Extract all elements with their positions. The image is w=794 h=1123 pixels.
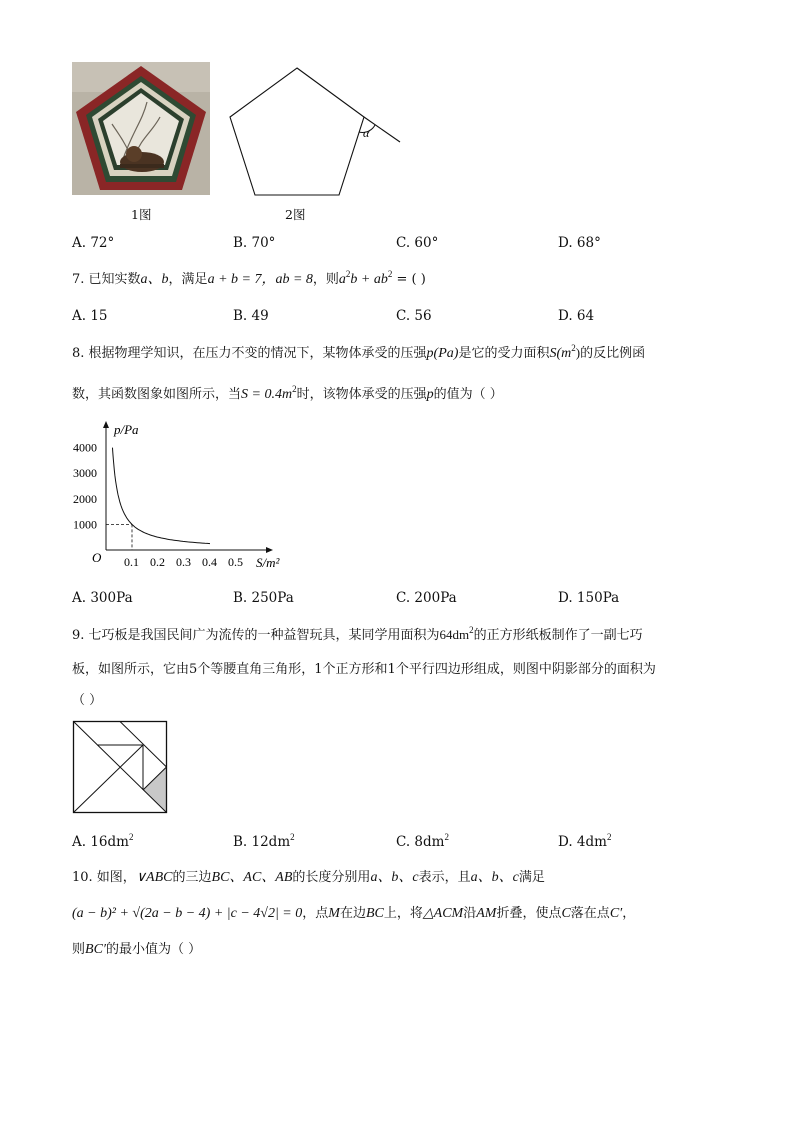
y-tick-label: 2000	[73, 491, 97, 506]
q10-line2-d: 沿	[463, 906, 477, 921]
q10-line2-f: 落在点	[570, 906, 610, 921]
q8-line1-b: 是它的受力面积	[458, 346, 550, 361]
q9-line2: 板，如图所示，它由5个等腰直角三角形，1个正方形和1个平行四边形组成，则图中阴影部分的面积为	[72, 662, 656, 677]
q7-expr-b: b + ab	[350, 272, 388, 287]
x-axis-label: S/m²	[256, 555, 280, 570]
q7-option-c: C. 56	[396, 308, 432, 324]
q8-p-pa: p(Pa)	[426, 346, 459, 361]
q8-option-d: D. 150Pa	[558, 590, 620, 606]
q9-line1-a: 9. 七巧板是我国民间广为流传的一种益智玩具，某同学用面积为	[72, 628, 440, 643]
y-axis-label: p/Pa	[114, 422, 139, 437]
q8-s-m2: S(m	[549, 346, 572, 361]
q7-blank: = ( )	[396, 272, 426, 287]
q8-option-a: A. 300Pa	[72, 590, 133, 606]
q8-line2-c: 的值为（ ）	[433, 387, 503, 402]
q7-then: ，则	[312, 272, 339, 287]
q7-stem: 7. 已知实数a、b，满足a + b = 7，ab = 8，则$a^2b + ab^2$ = ( )	[72, 269, 426, 287]
x-tick-label: 0.4	[202, 555, 217, 569]
q7-option-a: A. 15	[72, 308, 108, 324]
y-tick-label: 3000	[73, 466, 97, 481]
pentagon-figure	[222, 60, 412, 200]
q9-line1: 9. 七巧板是我国民间广为流传的一种益智玩具，某同学用面积为$64dm^2$的正方形纸板制作了一副七巧	[72, 625, 643, 643]
q8-line2-b: 时，该物体承受的压强	[296, 387, 427, 402]
q10-line2-g: ，	[622, 906, 636, 921]
origin-label: O	[92, 550, 102, 565]
q9-area: 64dm	[439, 627, 470, 642]
y-tick-label: 4000	[73, 440, 97, 455]
q10-line1-b: 的三边	[172, 870, 212, 885]
q9-option-d-text: D. 4dm	[558, 834, 607, 850]
q7-vars: a、b	[140, 272, 169, 287]
q6-option-b: B. 70°	[233, 235, 276, 251]
q10-line1	[72, 870, 545, 886]
y-axis-arrow	[103, 421, 109, 428]
q8-line1-a: 8. 根据物理学知识，在压力不变的情况下，某物体承受的压强	[72, 346, 427, 361]
q8-line2: 数，其函数图象如图所示，当$S = 0.4m^2$时，该物体承受的压强p的值为（ ）	[72, 384, 503, 402]
q10-line2-e: 折叠，使点	[496, 906, 562, 921]
q9-option-b-text: B. 12dm	[233, 834, 291, 850]
q10-equation: (a − b)² + √(2a − b − 4) + |c − 4√2| = 0	[72, 906, 303, 921]
q10-point-m: M	[328, 906, 340, 921]
q10-line2-c: 上，将	[383, 906, 423, 921]
q8-s-val: S = 0.4m	[241, 387, 293, 402]
q10-abc: a、b、c	[370, 870, 419, 885]
q7-option-d: D. 64	[558, 308, 595, 324]
q8-line2-a: 数，其函数图象如图所示，当	[72, 387, 242, 402]
q10-line1-e: 满足	[518, 870, 545, 885]
q10-line3	[72, 942, 201, 958]
pressure-area-chart	[66, 418, 296, 573]
x-tick-label: 0.5	[228, 555, 243, 569]
q6-option-d: D. 68°	[558, 235, 601, 251]
q7-mid: ，满足	[168, 272, 208, 287]
q10-line1-a: 10. 如图，	[72, 870, 136, 885]
q7-prefix: 7. 已知实数	[72, 272, 141, 287]
q10-point-c: C	[561, 906, 571, 921]
q10-line2-a: ，点	[302, 906, 329, 921]
q8-line1-c: 的反比例函	[580, 346, 646, 361]
q10-abc2: a、b、c	[470, 870, 519, 885]
y-tick-label: 1000	[73, 517, 97, 532]
q10-line2-b: 在边	[339, 906, 366, 921]
q9-option-b: B. $12dm^2$	[233, 832, 295, 850]
x-tick-label: 0.1	[124, 555, 139, 569]
q10-acm: △ACM	[422, 906, 464, 921]
q10-line3-a: 则	[72, 942, 86, 957]
x-tick-label: 0.2	[150, 555, 165, 569]
x-axis-arrow	[266, 547, 273, 553]
q10-bc-prime: BC′	[85, 942, 106, 957]
angle-alpha-label: α	[363, 126, 370, 140]
q6-option-c: C. 60°	[396, 235, 439, 251]
q10-triangle: ∨ABC	[135, 870, 173, 885]
q10-line1-c: 的长度分别用	[292, 870, 371, 885]
q8-option-b: B. 250Pa	[233, 590, 294, 606]
q9-line1-b: 的正方形纸板制作了一副七巧	[473, 628, 643, 643]
tangram-figure	[72, 720, 168, 814]
q8-option-c: C. 200Pa	[396, 590, 457, 606]
x-tick-label: 0.3	[176, 555, 191, 569]
pentagon-window-photo	[72, 62, 210, 195]
q8-p: p	[426, 387, 434, 402]
q7-option-b: B. 49	[233, 308, 269, 324]
q10-sides: BC、AC、AB	[211, 870, 293, 885]
q9-option-a: A. $16dm^2$	[72, 832, 134, 850]
q10-line2	[72, 906, 635, 922]
q9-option-c-text: C. 8dm	[396, 834, 445, 850]
q10-line3-b: 的最小值为（ ）	[105, 942, 202, 957]
q6-option-a: A. 72°	[72, 235, 115, 251]
q9-line3: （ ）	[72, 693, 103, 708]
q10-bc: BC	[365, 906, 384, 921]
figure2-caption: 2图	[285, 207, 306, 222]
q8-line1: 8. 根据物理学知识，在压力不变的情况下，某物体承受的压强p(Pa)是它的受力面积$S(m^2)$的反比例函	[72, 343, 646, 361]
q9-option-a-text: A. 16dm	[72, 834, 129, 850]
q10-point-c-prime: C′	[609, 906, 623, 921]
q9-option-c: C. $8dm^2$	[396, 832, 449, 850]
q10-am: AM	[476, 906, 497, 921]
q7-expr-a: a	[338, 272, 346, 287]
q10-line1-d: 表示，且	[418, 870, 471, 885]
figure1-caption: 1图	[131, 207, 152, 222]
q7-condition: a + b = 7，ab = 8	[207, 272, 313, 287]
q9-option-d: D. $4dm^2$	[558, 832, 612, 850]
inverse-curve	[113, 448, 211, 544]
